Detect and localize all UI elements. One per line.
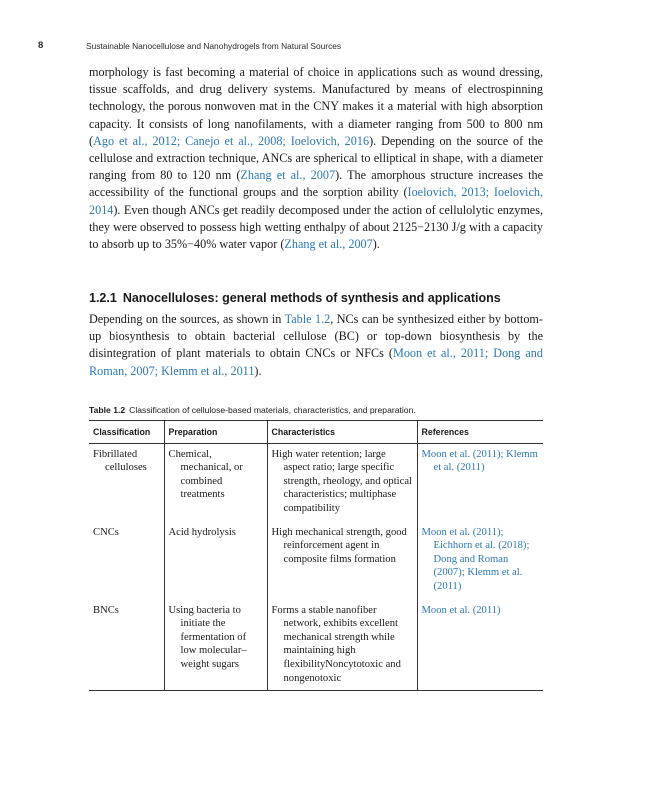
header-characteristics: Characteristics [267, 421, 417, 444]
cell-classification [89, 600, 164, 691]
table-caption-text: Classification of cellulose-based materials, characteristics, and preparation. [129, 405, 416, 415]
citation-link[interactable]: Zhang et al., 2007 [240, 168, 336, 183]
reference-link[interactable]: Moon et al. (2011) [421, 604, 501, 616]
reference-link[interactable]: Moon et al. (2011); Eichhorn et al. (2018); Dong and Roman (2007); Klemm et al. (2011) [421, 526, 530, 592]
text: ). Depending on the source of the cellulose and extraction technique, ANCs are spherical to elliptical in shape, with a diameter ranging from 80 to 120 nm ( [89, 133, 543, 183]
cell-characteristics [267, 522, 417, 600]
table-link[interactable]: Table 1.2 [284, 312, 331, 326]
table-row [89, 600, 543, 691]
cell-text: CNCs [93, 526, 119, 538]
citation-link[interactable]: Moon et al., 2011; Dong and Roman, 2007; Klemm et al., 2011 [89, 346, 543, 378]
citation-link[interactable]: Zhang et al., 2007 [284, 237, 373, 252]
cell-characteristics [267, 600, 417, 691]
reference-link[interactable]: Moon et al. (2011); Klemm et al. (2011) [421, 448, 538, 474]
header-preparation: Preparation [164, 421, 267, 444]
table-row [89, 522, 543, 600]
cell-characteristics [267, 443, 417, 521]
section-number: 1.2.1 [89, 291, 117, 305]
cell-preparation [164, 600, 267, 691]
cell-references [417, 522, 543, 600]
header-references: References [417, 421, 543, 444]
citation-link[interactable]: Ago et al., 2012; Canejo et al., 2008; Ioelovich, 2016 [93, 133, 370, 148]
paragraph-1 [89, 64, 543, 253]
cell-references [417, 600, 543, 691]
cell-text: Fibrillated celluloses [93, 448, 147, 474]
cell-text: Forms a stable nanofiber network, exhibits excellent mechanical strength while maintaining high flexibilityNoncytotoxic and nongenotoxic [271, 604, 401, 684]
cell-references [417, 443, 543, 521]
cell-text: BNCs [93, 604, 119, 616]
cell-text: Using bacteria to initiate the fermentation of low molecular– weight sugars [168, 604, 247, 670]
cell-text: Acid hydrolysis [168, 526, 236, 538]
cell-text: High water retention; large aspect ratio; large specific strength, rheology, and optical characteristics; multiphase compatibility [271, 448, 412, 514]
text: Depending on the sources, as shown in [89, 312, 285, 326]
cell-text: Chemical, mechanical, or combined treatments [168, 448, 243, 501]
classification-table [89, 420, 543, 691]
text: ). The amorphous structure increases the accessibility of the functional groups and the sorption ability ( [89, 168, 543, 200]
cell-classification [89, 522, 164, 600]
cell-classification [89, 443, 164, 521]
book-title: Sustainable Nanocellulose and Nanohydrogels from Natural Sources [86, 41, 342, 51]
cell-preparation [164, 443, 267, 521]
text: ). [254, 363, 262, 378]
section-heading [89, 291, 501, 305]
section-title: Nanocelluloses: general methods of synthesis and applications [122, 291, 501, 305]
table-row [89, 443, 543, 521]
cell-preparation [164, 522, 267, 600]
text: morphology is fast becoming a material of choice in applications such as wound dressing, tissue scaffolds, and drug delivery systems. Manufactured by means of electrospinning technology, the porous nonwoven mat in the CNY makes it a material with high absorption capacity. It consists of long nanofilaments, with a diameter ranging from 500 to 800 nm ( [89, 65, 543, 148]
table-label: Table 1.2 [89, 405, 126, 415]
text: ). Even though ANCs get readily decomposed under the action of cellulolytic enzymes, they were observed to possess high wetting enthalpy of about 2125−2130 J/g with a capacity to absorb up to 35%−40% water vapor ( [89, 202, 543, 252]
running-head [38, 40, 608, 54]
header-classification: Classification [89, 421, 164, 444]
table-caption [89, 405, 549, 415]
table-header-row [89, 421, 543, 444]
cell-text: High mechanical strength, good reinforcement agent in composite films formation [271, 526, 407, 565]
text: ). [372, 237, 380, 252]
text: , NCs can be synthesized either by bottom-up biosynthesis to obtain bacterial cellulose (BC) or top-down biosynthesis by the disintegration of plant materials to obtain CNCs or NFCs ( [89, 312, 543, 361]
citation-link[interactable]: Ioelovich, 2013; Ioelovich, 2014 [89, 185, 543, 217]
paragraph-2 [89, 311, 543, 380]
page-number: 8 [38, 40, 44, 51]
